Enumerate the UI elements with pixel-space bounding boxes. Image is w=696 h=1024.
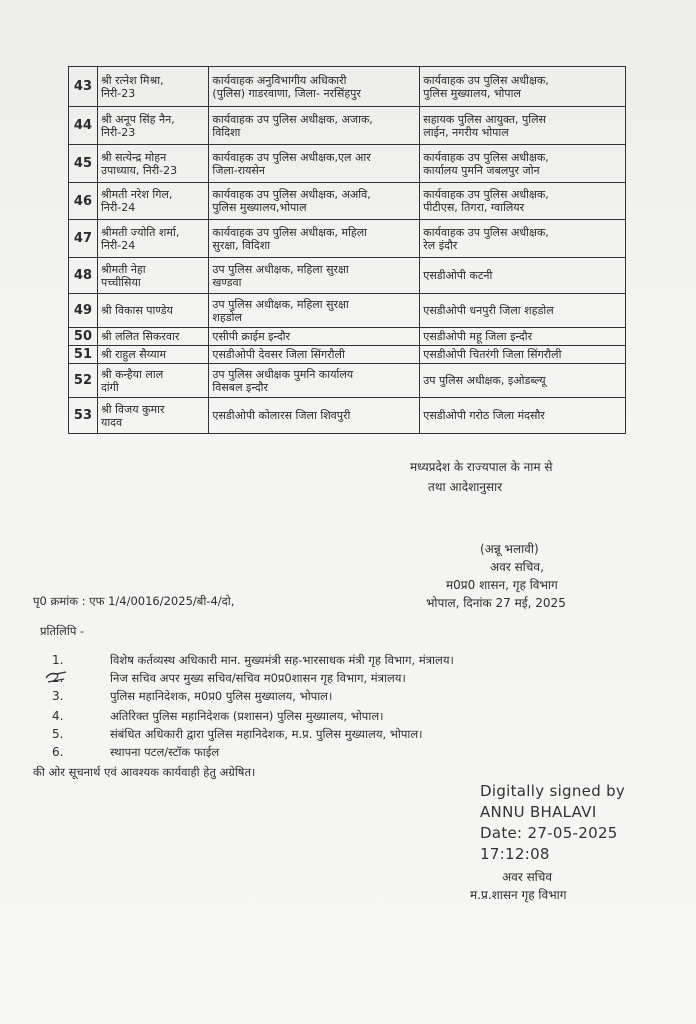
current-posting-cell-text: एसीपी क्राईम इन्दौर — [212, 330, 291, 343]
serial-number-cell-text: 47 — [73, 231, 93, 246]
serial-number-cell — [69, 183, 98, 220]
table-row — [69, 294, 626, 328]
new-posting-cell — [420, 346, 626, 364]
current-posting-cell-text: उप पुलिस अधीक्षक, महिला सुरक्षा — [212, 297, 349, 311]
closing-line: की ओर सूचनार्थ एवं आवश्यक कार्यवाही हेतु अग्रेषित। — [33, 765, 256, 779]
current-posting-cell-text: कार्यवाहक अनुविभागीय अधिकारी — [212, 73, 347, 87]
serial-number-cell-text: 46 — [73, 193, 93, 209]
transfer-table — [68, 66, 626, 434]
new-posting-cell-text: कार्यवाहक उप पुलिस अधीक्षक, — [423, 150, 549, 164]
current-posting-cell — [209, 364, 420, 398]
current-posting-cell — [209, 346, 420, 364]
table-row — [69, 145, 626, 183]
table-row — [69, 328, 626, 346]
officer-name-cell-text: श्री सत्येन्द्र मोहन — [100, 150, 167, 164]
serial-number-cell — [69, 220, 98, 258]
order-line-1: मध्यप्रदेश के राज्यपाल के नाम से — [410, 460, 553, 474]
officer-name-cell-text: श्री विजय कुमार — [100, 402, 165, 416]
current-posting-cell — [209, 220, 420, 258]
serial-number-cell-text: 44 — [73, 118, 93, 133]
serial-number-cell — [69, 145, 98, 183]
table-row — [69, 183, 626, 220]
digital-signature-line-1: Digitally signed by — [480, 782, 626, 800]
cc-item-1-num: 1. — [52, 653, 64, 667]
serial-number-cell — [69, 107, 98, 145]
new-posting-cell-text: कार्यालय पुमनि जबलपुर जोन — [423, 163, 540, 177]
new-posting-cell — [420, 328, 626, 346]
serial-number-cell — [69, 294, 98, 328]
table-row — [69, 346, 626, 364]
serial-number-cell — [69, 328, 98, 346]
officer-name-cell — [97, 328, 208, 346]
endorsement-number: पृ0 क्रमांक : एफ 1/4/0016/2025/बी-4/दो, — [33, 594, 235, 608]
new-posting-cell — [420, 294, 626, 328]
officer-name-cell-text: श्री राहुल सैय्याम — [100, 348, 167, 361]
cc-item-5-text: संबंधित अधिकारी द्वारा पुलिस महानिदेशक, म.प्र. पुलिस मुख्यालय, भोपाल। — [110, 727, 423, 741]
new-posting-cell — [420, 67, 626, 107]
officer-name-cell — [97, 346, 208, 364]
current-posting-cell — [209, 294, 420, 328]
current-posting-cell — [209, 398, 420, 434]
digital-signature-date: Date: 27-05-2025 — [480, 824, 618, 842]
cc-item-3-text: पुलिस महानिदेशक, म0प्र0 पुलिस मुख्यालय, भोपाल। — [110, 689, 333, 703]
current-posting-cell-text: एसडीओपी कोलारस जिला शिवपुरी — [212, 409, 351, 422]
current-posting-cell-text: जिला-रायसेन — [212, 163, 265, 177]
new-posting-cell-text: एसडीओपी चितरंगी जिला सिंगरौली — [423, 348, 562, 361]
current-posting-cell — [209, 107, 420, 145]
current-posting-cell-text: एसडीओपी देवसर जिला सिंगरौली — [212, 348, 345, 361]
current-posting-cell-text: उप पुलिस अधीक्षक पुमनि कार्यालय — [212, 367, 354, 381]
table-row — [69, 364, 626, 398]
cc-item-3-num: 3. — [52, 689, 64, 703]
current-posting-cell-text: कार्यवाहक उप पुलिस अधीक्षक, महिला — [212, 225, 368, 239]
serial-number-cell — [69, 67, 98, 107]
officer-name-cell-text: श्री रत्नेश मिश्रा, — [100, 73, 164, 87]
current-posting-cell-text: खण्डवा — [212, 275, 242, 289]
serial-number-cell-text: 50 — [73, 329, 93, 344]
serial-number-cell-text: 51 — [73, 347, 93, 362]
officer-name-cell — [97, 258, 208, 294]
new-posting-cell-text: रेल इंदौर — [423, 238, 458, 252]
cc-item-2-text: निज सचिव अपर मुख्य सचिव/सचिव म0प्र0शासन गृह विभाग, मंत्रालय। — [110, 671, 406, 685]
cc-item-1-text: विशेष कर्तव्यस्थ अधिकारी मान. मुख्यमंत्री सह-भारसाधक मंत्री गृह विभाग, मंत्रालय। — [110, 653, 454, 667]
new-posting-cell — [420, 107, 626, 145]
new-posting-cell-text: कार्यवाहक उप पुलिस अधीक्षक, — [423, 73, 549, 87]
new-posting-cell-text: कार्यवाहक उप पुलिस अधीक्षक, — [423, 188, 549, 201]
signatory-name: (अन्नू भलावी) — [480, 542, 539, 556]
officer-name-cell-text: श्रीमती नेहा — [100, 262, 146, 276]
officer-name-cell-text: पच्चीसिया — [100, 275, 141, 289]
table-row — [69, 107, 626, 145]
officer-name-cell — [97, 183, 208, 220]
officer-name-cell-text: श्रीमती ज्योति शर्मा, — [100, 225, 180, 239]
digital-signature-designation: अवर सचिव — [502, 870, 553, 884]
new-posting-cell-text: उप पुलिस अधीक्षक, इओडब्ल्यू — [423, 374, 546, 387]
new-posting-cell-text: लाईन, नगरीय भोपाल — [423, 125, 509, 139]
current-posting-cell-text: शहडोल — [212, 310, 242, 324]
new-posting-cell — [420, 183, 626, 220]
new-posting-cell-text: एसडीओपी धनपुरी जिला शहडोल — [423, 304, 554, 317]
officer-name-cell-text: यादव — [100, 415, 123, 429]
signatory-place-date: भोपाल, दिनांक 27 मई, 2025 — [426, 596, 566, 610]
current-posting-cell — [209, 183, 420, 220]
current-posting-cell-text: पुलिस मुख्यालय,भोपाल — [212, 201, 307, 214]
officer-name-cell-text: निरी-23 — [100, 86, 136, 100]
officer-name-cell-text: दांगी — [100, 380, 119, 394]
current-posting-cell-text: कार्यवाहक उप पुलिस अधीक्षक, अअवि, — [212, 188, 371, 201]
officer-name-cell-text: निरी-23 — [100, 125, 136, 139]
officer-name-cell-text: श्रीमती नरेश गिल, — [100, 188, 173, 201]
current-posting-cell-text: कार्यवाहक उप पुलिस अधीक्षक, अजाक, — [212, 112, 373, 126]
officer-name-cell-text: उपाध्याय, निरी-23 — [100, 163, 178, 177]
officer-name-cell — [97, 364, 208, 398]
signatory-department: म0प्र0 शासन, गृह विभाग — [446, 578, 558, 592]
copy-label: प्रतिलिपि - — [40, 624, 85, 638]
serial-number-cell-text: 45 — [73, 156, 93, 171]
officer-name-cell — [97, 294, 208, 328]
current-posting-cell-text: सुरक्षा, विदिशा — [212, 238, 271, 252]
new-posting-cell-text: एसडीओपी महू जिला इन्दौर — [423, 330, 533, 343]
serial-number-cell — [69, 398, 98, 434]
cc-item-5-num: 5. — [52, 727, 64, 741]
table-row — [69, 258, 626, 294]
officer-name-cell — [97, 145, 208, 183]
current-posting-cell-text: विसबल इन्दौर — [212, 380, 269, 394]
current-posting-cell — [209, 258, 420, 294]
officer-name-cell-text: श्री ललित सिकरवार — [100, 330, 180, 343]
officer-name-cell-text: निरी-24 — [100, 238, 136, 252]
officer-name-cell-text: निरी-24 — [100, 201, 136, 214]
order-line-2: तथा आदेशानुसार — [428, 480, 503, 494]
new-posting-cell-text: सहायक पुलिस आयुक्त, पुलिस — [423, 112, 546, 126]
serial-number-cell-text: 53 — [73, 408, 93, 423]
new-posting-cell — [420, 398, 626, 434]
table-row — [69, 398, 626, 434]
current-posting-cell — [209, 145, 420, 183]
officer-name-cell-text: श्री कन्हैया लाल — [100, 367, 164, 381]
new-posting-cell — [420, 258, 626, 294]
serial-number-cell-text: 52 — [73, 373, 93, 388]
digital-signature-time: 17:12:08 — [480, 845, 550, 863]
new-posting-cell — [420, 364, 626, 398]
cc-item-6-num: 6. — [52, 745, 64, 759]
officer-name-cell-text: श्री विकास पाण्डेय — [100, 304, 173, 317]
table-row — [69, 220, 626, 258]
serial-number-cell-text: 48 — [73, 268, 93, 283]
new-posting-cell-text: पुलिस मुख्यालय, भोपाल — [423, 86, 521, 100]
serial-number-cell-text: 49 — [73, 303, 93, 318]
officer-name-cell — [97, 398, 208, 434]
officer-name-cell — [97, 67, 208, 107]
digital-signature-department: म.प्र.शासन गृह विभाग — [470, 888, 567, 902]
officer-name-cell — [97, 220, 208, 258]
new-posting-cell-text: पीटीएस, तिगरा, ग्वालियर — [423, 201, 525, 214]
serial-number-cell — [69, 258, 98, 294]
serial-number-cell — [69, 346, 98, 364]
new-posting-cell-text: कार्यवाहक उप पुलिस अधीक्षक, — [423, 225, 549, 239]
cc-item-6-text: स्थापना पटल/स्टॉक फाईल — [110, 745, 220, 759]
current-posting-cell — [209, 67, 420, 107]
officer-name-cell — [97, 107, 208, 145]
current-posting-cell — [209, 328, 420, 346]
serial-number-cell-text: 43 — [73, 79, 93, 94]
table-row — [69, 67, 626, 107]
officer-name-cell-text: श्री अनूप सिंह नैन, — [100, 112, 175, 126]
serial-number-cell — [69, 364, 98, 398]
current-posting-cell-text: विदिशा — [212, 125, 241, 139]
current-posting-cell-text: कार्यवाहक उप पुलिस अधीक्षक,एल आर — [212, 150, 371, 164]
cc-item-4-num: 4. — [52, 709, 64, 723]
new-posting-cell — [420, 145, 626, 183]
new-posting-cell-text: एसडीओपी गरोठ जिला मंदसौर — [423, 409, 545, 422]
signatory-designation: अवर सचिव, — [490, 560, 544, 574]
new-posting-cell-text: एसडीओपी कटनी — [423, 269, 493, 282]
new-posting-cell — [420, 220, 626, 258]
current-posting-cell-text: (पुलिस) गाडरवाणा, जिला- नरसिंहपुर — [212, 86, 361, 100]
digital-signature-name: ANNU BHALAVI — [480, 803, 597, 821]
cc-item-4-text: अतिरिक्त पुलिस महानिदेशक (प्रशासन) पुलिस मुख्यालय, भोपाल। — [110, 709, 384, 723]
current-posting-cell-text: उप पुलिस अधीक्षक, महिला सुरक्षा — [212, 262, 349, 276]
cc-item-2-num: 2. — [52, 671, 64, 685]
